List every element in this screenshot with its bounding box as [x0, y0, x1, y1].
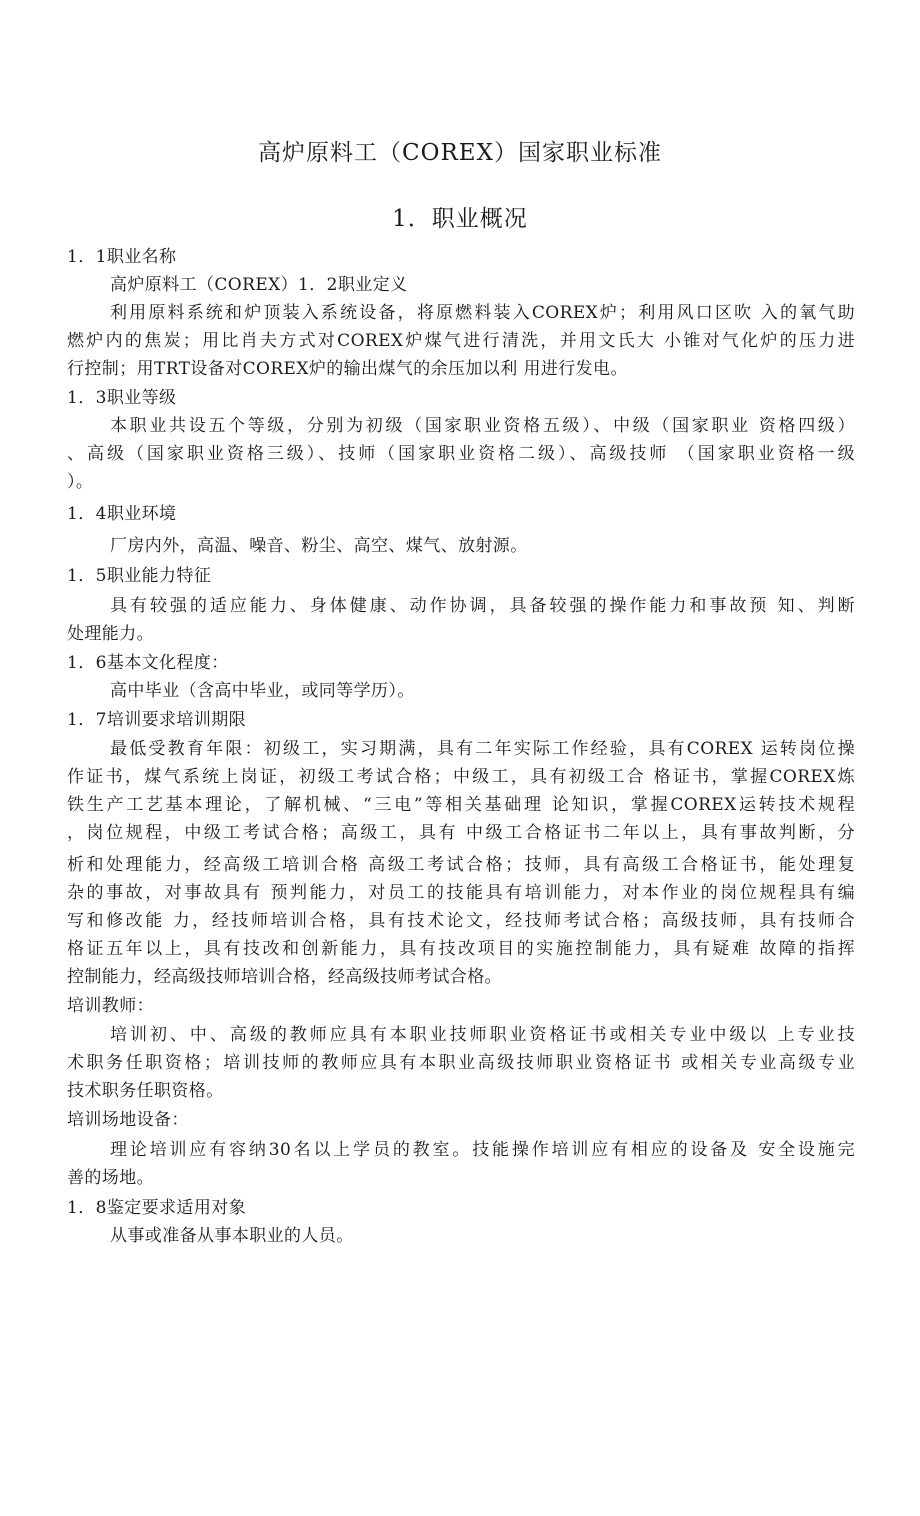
section-heading: 1．6基本文化程度：	[67, 653, 229, 673]
paragraph-line: 理论培训应有容纳30名以上学员的教室。技能操作培训应有相应的设备及 安全设施完	[110, 1140, 855, 1160]
paragraph-line: 作证书，煤气系统上岗证，初级工考试合格；中级工，具有初级工合 格证书，掌握COREX炼	[67, 767, 855, 787]
section-heading: 1．1职业名称	[67, 247, 177, 267]
section-heading: 1．4职业环境	[67, 504, 177, 524]
chapter-heading: 1．职业概况	[392, 206, 528, 232]
paragraph-line: ，岗位规程，中级工考试合格；高级工，具有 中级工合格证书二年以上，具有事故判断，分	[67, 823, 855, 843]
paragraph-line: 从事或准备从事本职业的人员。	[110, 1226, 354, 1246]
paragraph-line: 控制能力，经高级技师培训合格，经高级技师考试合格。	[67, 967, 502, 987]
document-title: 高炉原料工（COREX）国家职业标准	[258, 140, 662, 166]
section-heading: 1．3职业等级	[67, 388, 177, 408]
paragraph-line: 燃炉内的焦炭；用比肖夫方式对COREX炉煤气进行清洗，并用文氏大 小锥对气化炉的压力进	[67, 331, 855, 351]
paragraph-line: 培训初、中、高级的教师应具有本职业技师职业资格证书或相关专业中级以 上专业技	[110, 1025, 855, 1045]
paragraph-line: 善的场地。	[67, 1168, 154, 1188]
paragraph-line: 具有较强的适应能力、身体健康、动作协调，具备较强的操作能力和事故预 知、判断	[110, 596, 855, 616]
paragraph-line: 铁生产工艺基本理论，了解机械、“三电”等相关基础理 论知识，掌握COREX运转技术规程	[67, 795, 855, 815]
section-heading: 1．5职业能力特征	[67, 566, 212, 586]
section-heading: 培训场地设备：	[67, 1110, 189, 1130]
paragraph-line: 最低受教育年限：初级工，实习期满，具有二年实际工作经验，具有COREX 运转岗位操	[110, 739, 855, 759]
paragraph-line: 本职业共设五个等级，分别为初级（国家职业资格五级）、中级（国家职业 资格四级）	[110, 416, 855, 436]
paragraph-line: ）。	[67, 472, 94, 492]
paragraph-line: 杂的事故，对事故具有 预判能力，对员工的技能具有培训能力，对本作业的岗位规程具有编	[67, 883, 855, 903]
paragraph-line: 高炉原料工（COREX）1．2职业定义	[110, 275, 408, 295]
paragraph-line: 析和处理能力，经高级工培训合格 高级工考试合格；技师，具有高级工合格证书，能处理复	[67, 855, 855, 875]
paragraph-line: 厂房内外，高温、噪音、粉尘、高空、煤气、放射源。	[110, 536, 528, 556]
paragraph-line: 技术职务任职资格。	[67, 1081, 224, 1101]
paragraph-line: 利用原料系统和炉顶装入系统设备，将原燃料装入COREX炉；利用风口区吹 入的氧气助	[110, 303, 855, 323]
paragraph-line: 格证五年以上，具有技改和创新能力，具有技改项目的实施控制能力，具有疑难 故障的指挥	[67, 939, 855, 959]
paragraph-line: 写和修改能 力，经技师培训合格，具有技术论文，经技师考试合格；高级技师，具有技师合	[67, 911, 855, 931]
section-heading: 1．8鉴定要求适用对象	[67, 1198, 247, 1218]
paragraph-line: 术职务任职资格；培训技师的教师应具有本职业高级技师职业资格证书 或相关专业高级专业	[67, 1053, 855, 1073]
section-heading: 1．7培训要求培训期限	[67, 710, 247, 730]
paragraph-line: 高中毕业（含高中毕业，或同等学历）。	[110, 681, 415, 701]
paragraph-line: 行控制；用TRT设备对COREX炉的输出煤气的余压加以利 用进行发电。	[67, 359, 628, 379]
paragraph-line: 处理能力。	[67, 624, 154, 644]
section-heading: 培训教师：	[67, 996, 154, 1016]
paragraph-line: 、高级（国家职业资格三级）、技师（国家职业资格二级）、高级技师 （国家职业资格一级	[67, 444, 855, 464]
